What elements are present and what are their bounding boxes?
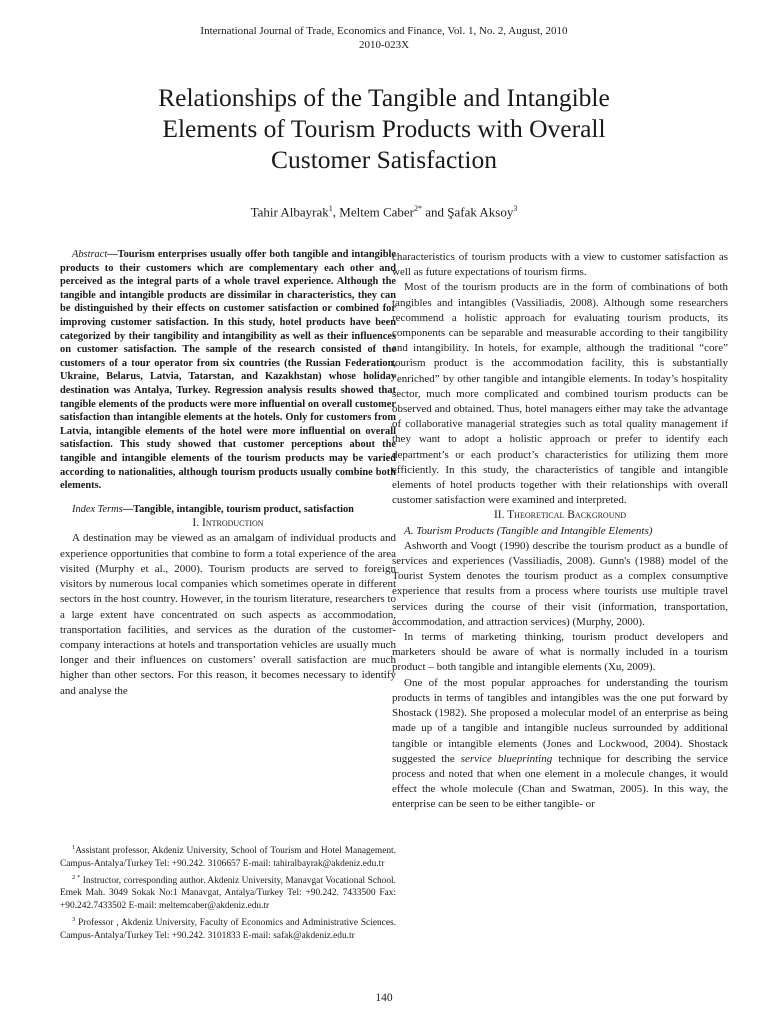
background-paragraph-2: In terms of marketing thinking, tourism product developers and marketers should be aware of what is normally included in a tourism product – both tangible and intangible elements (Xu, 2009). (392, 631, 728, 674)
journal-line: International Journal of Trade, Economics and Finance, Vol. 1, No. 2, August, 2010 (200, 25, 568, 37)
background-paragraph-3 (392, 676, 728, 813)
background-paragraph-3-end: technique for describing the service process and noted that when one element in a molecule changes, it would effect the whole molecule (Chan and Swatman, 2005). In this way, the enterprise can be seen to be either tangible- or (392, 752, 728, 811)
author-1: Tahir Albayrak (250, 204, 329, 220)
abstract-label: Abstract (72, 249, 108, 260)
footnote-3-text: Professor , Akdeniz University, Faculty of Economics and Administrative Sciences. Campus-Antalya/Turkey Tel: +90.242. 3101833 E-mail: safak@akdeniz.edu.tr (60, 918, 396, 941)
footnote-3 (60, 914, 396, 942)
title-line-3: Customer Satisfaction (271, 145, 497, 174)
index-terms-text: —Tangible, intangible, tourism product, satisfaction (122, 503, 354, 515)
paper-title (60, 82, 708, 175)
right-column (392, 250, 728, 813)
title-line-2: Elements of Tourism Products with Overall (162, 114, 606, 143)
page-number: 140 (375, 992, 393, 1004)
footnote-1-mark: 1 (72, 844, 76, 851)
background-paragraph-3-start: One of the most popular approaches for understanding the tourism products in terms of tangibles and intangibles was the one put forward by Shostack (1982). She proposed a molecular model of an enterprise as being made up of a tangible and intangible nucleus surrounded by additional tangible or intangible elements (Jones and Lockwood, 2004). Shostack suggested the (392, 676, 728, 765)
footnotes (60, 842, 396, 944)
author-2-affil: 2* (414, 204, 422, 213)
abstract-text: —Tourism enterprises usually offer both tangible and intangible products to their customers which are complementary each other and perceived as the integral parts of a whole travel experience. Although the tangible and intangible products are dissimilar in characteristics, they can be distinguished by their effects on customer satisfaction or combined for improving customer satisfaction. In this study, hotel products have been categorized by their tangibility and intangibility as well as their influences on customer satisfaction. The sample of the research consisted of the customers of a tour operator from six countries (the Russian Federation, Ukraine, Belarus, Latvia, Tatarstan, and Kazakhstan) whose holiday destination was Antalya, Turkey. Regression analysis results showed that tangible elements of the products were more influential on overall customer satisfaction than intangible elements at the hotels. Only for customers from Latvia, intangible elements of the hotel were more influential on overall satisfaction. This study showed that customer perceptions about the tangible and intangible elements of the tourism products may be varied according to nationalities, although tourism products usually combine both elements. (60, 249, 396, 492)
section-heading-theoretical-background: II. Theoretical Background (493, 509, 627, 522)
author-3-affil: 3 (513, 204, 518, 213)
section-heading-introduction: I. Introduction (192, 517, 264, 530)
issn-line: 2010-023X (358, 39, 410, 51)
author-2: Meltem Caber (339, 204, 414, 220)
author-list (0, 204, 768, 220)
footnote-2 (60, 872, 396, 912)
service-blueprinting-term: service blueprinting (460, 752, 553, 765)
abstract (60, 248, 396, 493)
author-separator-2: and (422, 204, 448, 220)
index-terms-label: Index Terms (72, 503, 123, 515)
author-1-affil: 1 (328, 204, 333, 213)
intro-paragraph-continued: characteristics of tourism products with a view to customer satisfaction as well as future expectations of tourism firms. (392, 251, 728, 279)
subsection-heading-tourism-products: A. Tourism Products (Tangible and Intangible Elements) (404, 524, 653, 537)
author-separator-1: , (332, 204, 340, 220)
index-terms (60, 503, 396, 517)
footnote-1-text: Assistant professor, Akdeniz University, School of Tourism and Hotel Management. Campus-Antalya/Turkey Tel: +90.242. 3106657 E-mail: tahiralbayrak@akdeniz.edu.tr (60, 846, 396, 869)
author-3: Şafak Aksoy (447, 204, 514, 220)
footnote-2-mark: 2 * (72, 873, 81, 881)
background-paragraph-1: Ashworth and Voogt (1990) describe the tourism product as a bundle of services and experiences (Vassiliadis, 2008). Gunn's (1988) model of the Tourist System denotes the tourism product as a complex consumptive experience that results from a process where tourists use multiple travel services during the course of their visit (information, transportation, accommodation, and attraction services) (Murphy, 2000). (392, 539, 728, 628)
footnote-1 (60, 842, 396, 870)
running-header (0, 24, 768, 52)
footnote-2-text: Instructor, corresponding author. Akdeniz University, Manavgat Vocational School. Emek Mah. 3049 Sokak No:1 Manavgat, Antalya/Turkey Tel: +90.242. 7433500 Fax: +90.242.7433502 E-mail: meltemcaber@akdeniz.edu.tr (60, 876, 396, 911)
intro-paragraph-2: Most of the tourism products are in the form of combinations of both tangibles and intangibles (Vassiliadis, 2008). Although some researchers recommend a holistic approach for evaluating tourism products, its components can be separable and measurable according to their tangibility and intangibility. In hotels, for example, although the traditional “core” tourism product is the accommodation facility, this is substantially “enriched” by other tangible and intangible elements. In today’s hospitality sector, much more complicated and combined tourism products can be observed and obtained. Thus, hotel managers either may take the advantage of collaborative managerial strategies such as total quality management if they want to adopt a holistic approach or prefer to identify each department’s or each product’s characteristics for utilizing them more efficiently. In this study, the characteristics of tangible and intangible elements of hotel products together with their relationships with overall customer satisfaction were examined and interpreted. (392, 281, 728, 507)
intro-paragraph-1: A destination may be viewed as an amalgam of individual products and experience opportunities that combine to form a total experience of the area visited (Murphy et al., 2000). Tourism products are served to foreign visitors by numerous local companies which sometimes operate in different sectors in the host country. However, in the tourism literature, researchers to a large extent have concentrated on such aspects as accommodation, transportation facilities, and services as the duration of the customer-company interactions at hotels and transportation vehicles are usually much longer and their influences on customers’ overall satisfaction are much higher than other sectors. For this reason, it becomes necessary to identify and analyse the (60, 532, 396, 697)
title-line-1: Relationships of the Tangible and Intangible (158, 83, 610, 112)
footnote-3-mark: 3 (72, 916, 76, 924)
left-column (60, 248, 396, 699)
